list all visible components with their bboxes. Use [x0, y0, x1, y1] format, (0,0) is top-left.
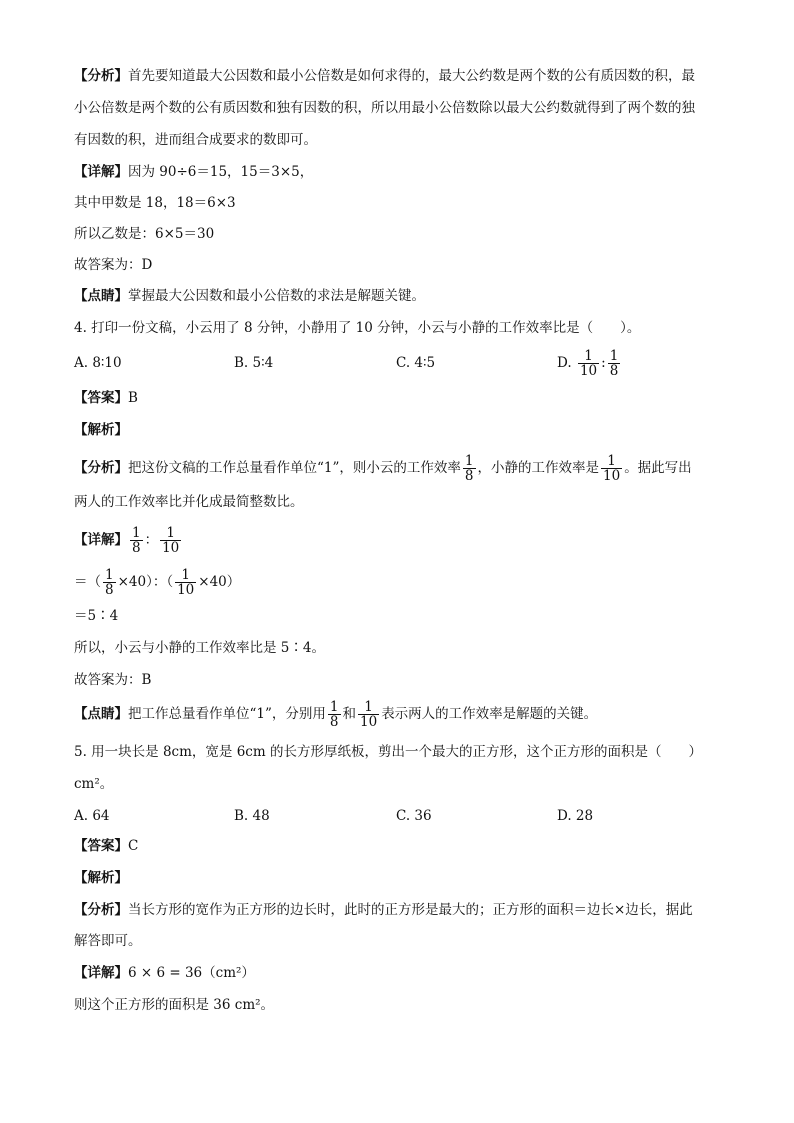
q3-analysis-line-1 — [74, 66, 695, 86]
fraction-one-tenth: $\frac{1}{10}$ — [162, 524, 180, 556]
answer-tag: 【答案】 — [74, 390, 128, 406]
q3-detail-text-1: 因为 90÷6＝15，15＝3×5， — [128, 164, 314, 180]
explain-tag: 【解析】 — [74, 422, 128, 438]
q5-question-line-1: 5. 用一块长是 8cm，宽是 6cm 的长方形厚纸板，剪出一个最大的正方形，这个正方形的面积是（ ） — [74, 744, 702, 760]
q4-detail-line-3: ＝5∶4 — [74, 608, 119, 624]
q5-detail-line: 【详解】6 × 6 = 36（cm²） — [74, 965, 255, 981]
q4-final-answer: 故答案为：B — [74, 672, 152, 688]
q4-option-d-label: D. — [557, 355, 572, 371]
q5-explain-line: 【解析】 — [74, 870, 128, 886]
q4-detail-line-1: 【详解】 $\frac{1}{8}$ ： $\frac{1}{10}$ — [74, 524, 180, 556]
q5-answer-line: 【答案】C — [74, 838, 139, 854]
q5-conclusion: 则这个正方形的面积是 36 cm²。 — [74, 997, 275, 1013]
q5-analysis-line-2: 解答即可。 — [74, 933, 142, 949]
q5-question-line-2: cm²。 — [74, 776, 114, 792]
q4-analysis-line-1: 【分析】把这份文稿的工作总量看作单位“1”，则小云的工作效率 $\frac{1}{8}$ ，小静的工作效率是 $\frac{1}{10}$ 。据此写出 — [74, 452, 692, 484]
fraction-one-tenth: $\frac{1}{10}$ — [579, 347, 598, 379]
q3-detail-line-1 — [74, 162, 313, 182]
fraction-one-eighth: $\frac{1}{8}$ — [464, 452, 474, 484]
q3-detail-line-2: 其中甲数是 18，18＝6×3 — [74, 195, 236, 211]
q4-option-d: D. $\frac{1}{10}$ : $\frac{1}{8}$ — [557, 347, 619, 379]
q4-detail-line-2: ＝（ $\frac{1}{8}$ ×40）：（ $\frac{1}{10}$ ×40） — [74, 566, 241, 598]
q5-option-b: B. 48 — [234, 808, 270, 824]
fraction-one-eighth: $\frac{1}{8}$ — [329, 698, 339, 730]
q3-point-line — [74, 286, 425, 306]
q4-option-a: A. 8∶10 — [74, 355, 122, 371]
q4-analysis-line-2: 两人的工作效率比并化成最简整数比。 — [74, 494, 304, 510]
q3-point-text: 掌握最大公因数和最小公倍数的求法是解题关键。 — [128, 288, 425, 304]
q5-option-a: A. 64 — [74, 808, 110, 824]
q3-analysis-text-1: 首先要知道最大公因数和最小公倍数是如何求得的，最大公约数是两个数的公有质因数的积，最 — [128, 68, 695, 84]
q3-detail-line-3: 所以乙数是：6×5＝30 — [74, 226, 215, 242]
q5-option-d: D. 28 — [557, 808, 594, 824]
analysis-tag: 【分析】 — [74, 68, 128, 84]
fraction-one-tenth: $\frac{1}{10}$ — [603, 452, 621, 484]
fraction-one-tenth: $\frac{1}{10}$ — [360, 698, 378, 730]
q4-conclusion: 所以，小云与小静的工作效率比是 5∶4。 — [74, 640, 325, 656]
fraction-one-tenth: $\frac{1}{10}$ — [177, 566, 195, 598]
detail-tag: 【详解】 — [74, 164, 128, 180]
fraction-one-eighth: $\frac{1}{8}$ — [609, 347, 619, 379]
fraction-one-eighth: $\frac{1}{8}$ — [105, 566, 114, 598]
q3-analysis-line-3: 有因数的积，进而组合成要求的数即可。 — [74, 132, 317, 148]
point-tag: 【点睛】 — [74, 288, 128, 304]
q5-option-c: C. 36 — [396, 808, 432, 824]
q3-analysis-line-2: 小公倍数是两个数的公有质因数和独有因数的积，所以用最小公倍数除以最大公约数就得到了两个数的独 — [74, 100, 695, 116]
q4-option-b: B. 5∶4 — [234, 355, 274, 371]
q4-explain-line — [74, 420, 128, 440]
q5-analysis-line-1: 【分析】当长方形的宽作为正方形的边长时，此时的正方形是最大的；正方形的面积＝边长×边长，据此 — [74, 902, 693, 918]
q4-option-c: C. 4∶5 — [396, 355, 436, 371]
q5-answer-value: C — [128, 838, 139, 854]
q4-point-line: 【点睛】把工作总量看作单位“1”，分别用 $\frac{1}{8}$ 和 $\frac{1}{10}$ 表示两人的工作效率是解题的关键。 — [74, 698, 598, 730]
q4-question: 4. 打印一份文稿，小云用了 8 分钟，小静用了 10 分钟，小云与小静的工作效率比是（ ）。 — [74, 320, 641, 336]
q4-answer-line — [74, 388, 138, 408]
fraction-one-eighth: $\frac{1}{8}$ — [132, 524, 141, 556]
q4-answer-value: B — [128, 390, 138, 406]
q3-detail-line-4: 故答案为：D — [74, 257, 153, 273]
